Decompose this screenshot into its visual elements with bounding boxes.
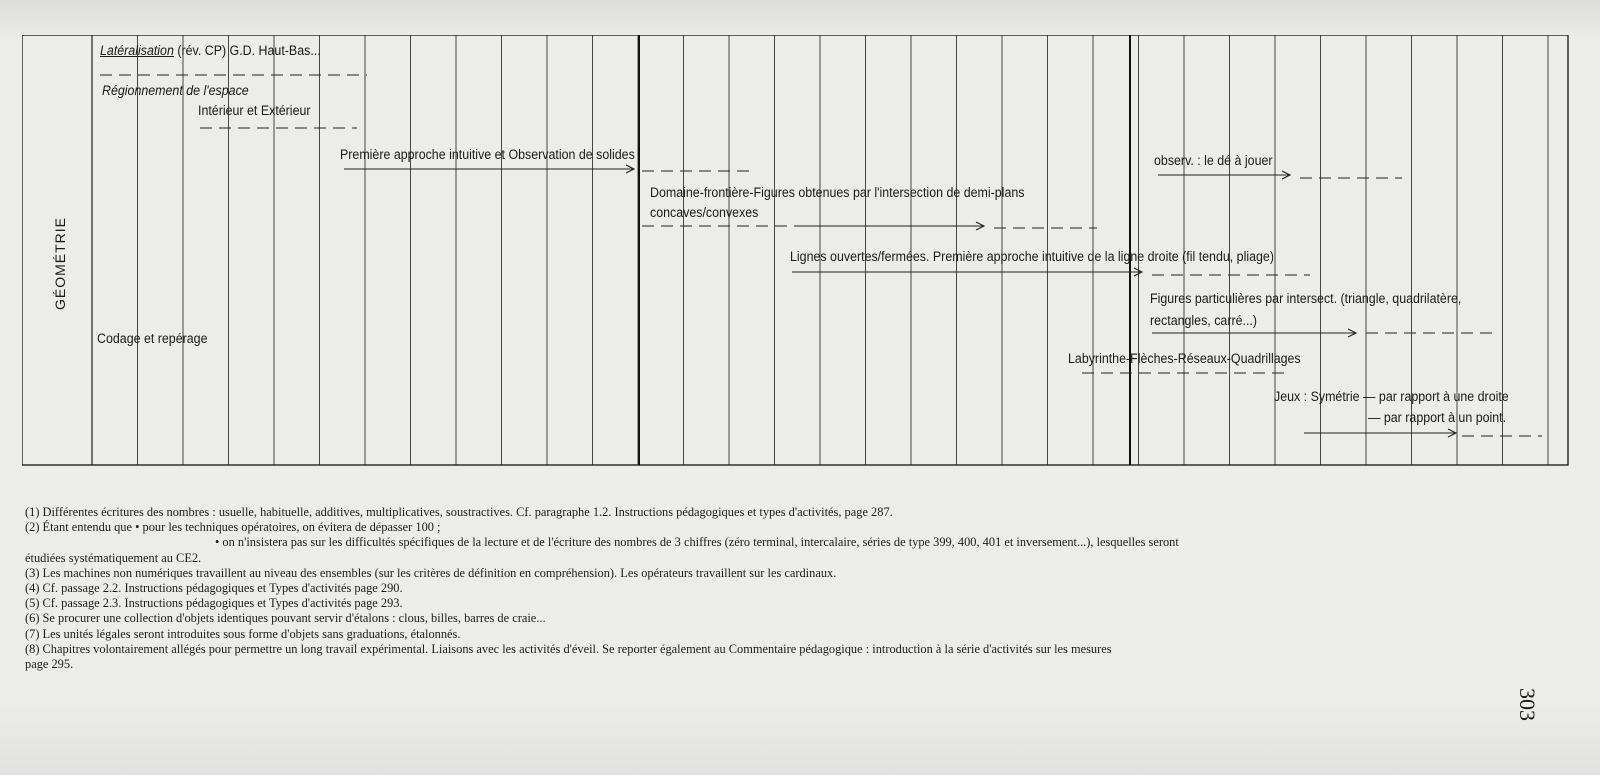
section-title-vertical: GÉOMÉTRIE bbox=[52, 216, 68, 310]
label-figures-particulieres: Figures particulières par intersect. (triangle, quadrilatère, bbox=[1150, 291, 1462, 306]
footnote: (5) Cf. passage 2.3. Instructions pédagogiques et Types d'activités page 293. bbox=[25, 596, 403, 611]
label-concaves-convexes: concaves/convexes bbox=[650, 205, 759, 220]
label-labyrinthe: Labyrinthe-Flèches-Réseaux-Quadrillages bbox=[1068, 351, 1301, 366]
progression-grid bbox=[22, 35, 1572, 470]
footnote: page 295. bbox=[25, 657, 74, 672]
label-observ-de: observ. : le dé à jouer bbox=[1154, 153, 1273, 168]
label-domaine-frontiere: Domaine-frontière-Figures obtenues par l'intersection de demi-plans bbox=[650, 185, 1025, 200]
footnote: (6) Se procurer une collection d'objets identiques pouvant servir d'étalons : clous, billes, barres de craie... bbox=[25, 611, 546, 626]
label-lignes-ouvertes: Lignes ouvertes/fermées. Première approche intuitive de la ligne droite (fil tendu, pliage) bbox=[790, 249, 1274, 264]
label-rectangles-carre: rectangles, carré...) bbox=[1150, 313, 1257, 328]
footnote: (2) Étant entendu que • pour les techniques opératoires, on évitera de dépasser 100 ; bbox=[25, 520, 441, 535]
label-regionnement: Régionnement de l'espace bbox=[102, 83, 249, 98]
label-interieur-exterieur: Intérieur et Extérieur bbox=[198, 103, 311, 118]
footnote: (1) Différentes écritures des nombres : usuelle, habituelle, additives, multiplicatives, soustractives. Cf. paragraphe 1.2. Instructions pédagogiques et types d'activités, page 287. bbox=[25, 505, 893, 519]
footnote: (3) Les machines non numériques travaillent au niveau des ensembles (sur les critères de définition en compréhension). Les opérateurs travaillent sur les cardinaux. bbox=[25, 565, 837, 580]
label-lateralisation-detail: (rév. CP) G.D. Haut-Bas... bbox=[177, 43, 321, 58]
label-jeux-symetrie: Jeux : Symétrie — par rapport à une droite bbox=[1274, 389, 1509, 404]
footnote: • on n'insistera pas sur les difficultés spécifiques de la lecture et de l'écriture des nombres de 3 chiffres (zéro terminal, intercalaire, séries de type 399, 400, 401 et inversement...), lesquelles seront bbox=[215, 535, 1179, 550]
label-lateralisation bbox=[100, 43, 321, 58]
label-premiere-approche: Première approche intuitive et Observation de solides bbox=[340, 147, 635, 162]
label-jeux-point: — par rapport à un point. bbox=[1368, 410, 1507, 425]
footnote: étudiées systématiquement au CE2. bbox=[25, 550, 202, 565]
footnote: (4) Cf. passage 2.2. Instructions pédagogiques et Types d'activités page 290. bbox=[25, 581, 403, 596]
footnotes bbox=[25, 505, 1545, 672]
label-lateralisation-keyword: Latéralisation bbox=[100, 43, 174, 58]
page-number: 303 bbox=[1515, 688, 1540, 721]
label-codage-reperage: Codage et repérage bbox=[97, 331, 208, 346]
footnote: (8) Chapitres volontairement allégés pour permettre un long travail expérimental. Liaisons avec les activités d'éveil. Se reporter également au Commentaire pédagogique : introduction à la série d'activités sur les mesures bbox=[25, 641, 1112, 656]
footnote: (7) Les unités légales seront introduites sous forme d'objets sans graduations, étalonnés. bbox=[25, 626, 461, 641]
